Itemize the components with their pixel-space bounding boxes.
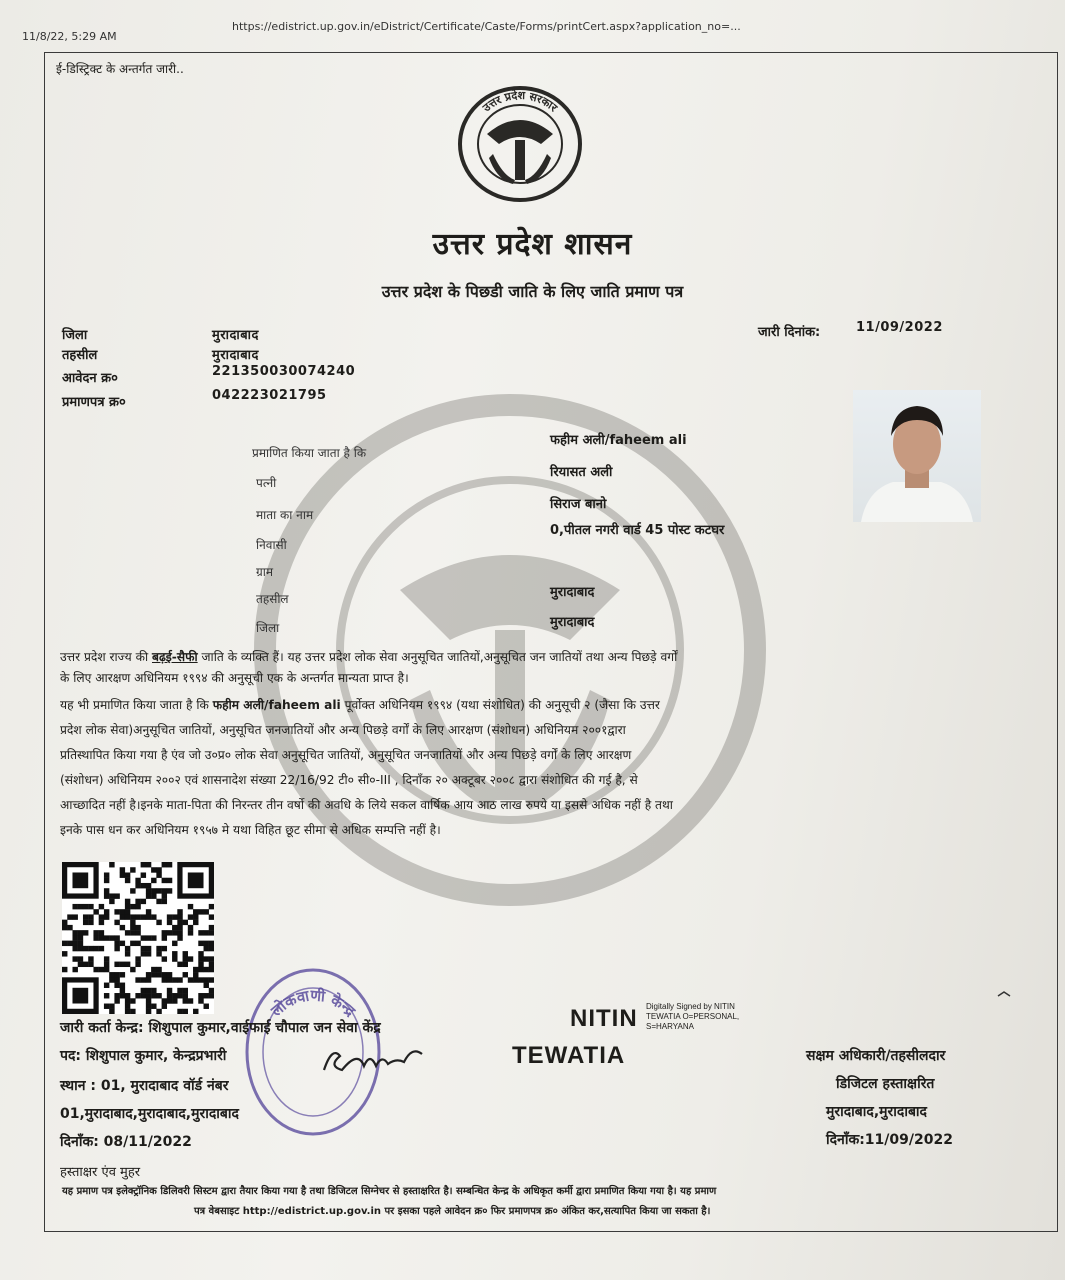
- print-datetime: 11/8/22, 5:29 AM: [22, 30, 117, 43]
- resident-address: 0,पीतल नगरी वार्ड 45 पोस्ट कटघर: [550, 523, 725, 538]
- digital-signature-line-3: S=HARYANA: [646, 1022, 694, 1031]
- under-edistrict-text: ई-डिस्ट्रिक्ट के अन्तर्गत जारी..: [56, 62, 184, 76]
- issue-date-label: जारी दिनांक:: [758, 325, 821, 340]
- digital-signer-last-name: TEWATIA: [512, 1042, 626, 1069]
- print-url: https://edistrict.up.gov.in/eDistrict/Certificate/Caste/Forms/printCert.aspx?application_no=...: [232, 20, 741, 33]
- person-district-value: मुरादाबाद: [550, 615, 595, 630]
- paragraph-1-line-2: के लिए आरक्षण अधिनियम १९९४ की अनुसूची एक के अन्तर्गत मान्यता प्राप्त है।: [60, 671, 409, 685]
- person-name: फहीम अली/faheem ali: [550, 433, 687, 448]
- tehsil-label: तहसील: [62, 348, 98, 363]
- page-title: उत्तर प्रदेश शासन: [432, 227, 633, 262]
- person-photo-icon: [853, 390, 981, 522]
- emblem-ring-text: [455, 84, 585, 204]
- paragraph-2-line-6: इनके पास धन कर अधिनियम १९५७ मे यथा विहित छूट सीमा से अधिक सम्पत्ति नहीं है।: [60, 823, 441, 837]
- application-label: आवेदन क्र०: [62, 371, 118, 386]
- issuer-place: स्थान : 01, मुरादाबाद वॉर्ड नंबर: [60, 1078, 229, 1094]
- digital-signature-details: [646, 1002, 739, 1032]
- application-number: 221350030074240: [212, 364, 356, 379]
- footer-line-1: यह प्रमाण पत्र इलेक्ट्रॉनिक डिलिवरी सिस्टम द्वारा तैयार किया गया है तथा डिजिटल सिग्नेचर से हस्ताक्षरित है। सम्बन्धित केन्द्र के अधिकृत कर्मी द्वारा प्रमाणित किया गया है। यह प्रमाण: [62, 1186, 717, 1197]
- paragraph-2-line-3: प्रतिस्थापित किया गया है एंव जो उ०प्र० लोक सेवा अनुसूचित जातियों, अनुसूचित जनजातियों और अन्य पिछड़े वर्गों के लिए आरक्षण: [60, 748, 632, 762]
- tehsil-value: मुरादाबाद: [212, 348, 259, 363]
- certificate-number: 042223021795: [212, 388, 327, 403]
- digital-signature-line-2: TEWATIA O=PERSONAL,: [646, 1012, 740, 1021]
- authority-designation: सक्षम अधिकारी/तहसीलदार: [806, 1048, 946, 1064]
- issue-date-value: 11/09/2022: [856, 320, 943, 335]
- paragraph-2-line-2: प्रदेश लोक सेवा)अनुसूचित जातियों, अनुसूचित जनजातियों और अन्य पिछड़े वर्गों के लिए आरक्षण (संशोधन) अधिनियम २००१द्वारा: [60, 723, 626, 737]
- qr-code: [62, 862, 214, 1014]
- paragraph-2-line-5: आच्छादित नहीं है।इनके माता-पिता की निरन्तर तीन वर्षो की अवधि के लिये सकल वार्षिक आय आठ लाख रुपये या इससे अधिक नहीं है तथा: [60, 798, 673, 812]
- authority-date: दिनाँक:11/09/2022: [826, 1132, 953, 1148]
- emblem-text: उत्तर प्रदेश सरकार: [480, 88, 560, 115]
- paragraph-person-name: फहीम अली/faheem ali: [212, 698, 341, 712]
- mark-icon: [996, 990, 1012, 1000]
- issuer-center: जारी कर्ता केन्द्र: शिशुपाल कुमार,वाईफाई चौपाल जन सेवा केंद्र: [60, 1020, 381, 1036]
- certified-label: प्रमाणित किया जाता है कि: [252, 446, 367, 460]
- digital-signer-first-name: NITIN: [570, 1005, 638, 1032]
- district-label: जिला: [62, 328, 88, 343]
- applicant-photo: [853, 390, 981, 522]
- person-tehsil-value: मुरादाबाद: [550, 585, 595, 600]
- authority-digital-signed: डिजिटल हस्ताक्षरित: [836, 1076, 935, 1092]
- issuer-date: दिनाँक: 08/11/2022: [60, 1134, 192, 1150]
- digital-signature-line-1: Digitally Signed by NITIN: [646, 1002, 735, 1011]
- paragraph-2-line-1: यह भी प्रमाणित किया जाता है कि फहीम अली/faheem ali पूर्वोक्त अधिनियम १९९४ (यथा संशोधित) की अनुसूची २ (जैसा कि उत्तर: [60, 698, 660, 712]
- person-tehsil-label: तहसील: [256, 592, 289, 606]
- issuer-address: 01,मुरादाबाद,मुरादाबाद,मुरादाबाद: [60, 1106, 239, 1122]
- caste-name: बढ़ई-सैफी: [151, 650, 198, 664]
- paragraph-2-line-4: (संशोधन) अधिनियम २००२ एवं शासनादेश संख्या 22/16/92 टी० सी०-III , दिनाँक २० अक्टूबर २००८ द्वारा संशोधित की गई है, से: [60, 773, 638, 787]
- svg-text:उत्तर प्रदेश सरकार: [480, 88, 561, 115]
- certificate-label: प्रमाणपत्र क्र०: [62, 395, 126, 410]
- footer-line-2: पत्र वेबसाइट http://edistrict.up.gov.in पर इसका पहले आवेदन क्र० फिर प्रमाणपत्र क्र० अंकित कर,सत्यापित किया जा सकता है।: [194, 1206, 711, 1217]
- sign-and-seal-label: हस्ताक्षर एंव मुहर: [60, 1165, 141, 1180]
- qr-code-icon: [62, 862, 214, 1014]
- father-name: रियासत अली: [550, 465, 613, 480]
- resident-label: निवासी: [256, 538, 287, 552]
- mother-name: सिराज बानो: [550, 497, 607, 512]
- authority-place: मुरादाबाद,मुरादाबाद: [826, 1104, 927, 1120]
- mother-label: माता का नाम: [256, 508, 314, 522]
- issuer-post: पद: शिशुपाल कुमार, केन्द्रप्रभारी: [60, 1048, 227, 1064]
- seal-text: लोकवाणी केन्द्र: [267, 986, 359, 1021]
- page-subtitle: उत्तर प्रदेश के पिछडी जाति के लिए जाति प्रमाण पत्र: [381, 282, 684, 301]
- district-value: मुरादाबाद: [212, 328, 259, 343]
- person-district-label: जिला: [256, 621, 280, 635]
- paragraph-1-line-1: उत्तर प्रदेश राज्य की बढ़ई-सैफी जाति के व्यक्ति हैं। यह उत्तर प्रदेश लोक सेवा अनुसूचित जातियों,अनुसूचित जन जातियों तथा अन्य पिछड़े वर्गों: [60, 650, 678, 664]
- village-label: ग्राम: [256, 565, 274, 579]
- svg-text:लोकवाणी केन्द्र: [267, 986, 360, 1021]
- handwritten-signature-icon: [318, 1040, 428, 1080]
- father-label: पत्नी: [256, 476, 277, 490]
